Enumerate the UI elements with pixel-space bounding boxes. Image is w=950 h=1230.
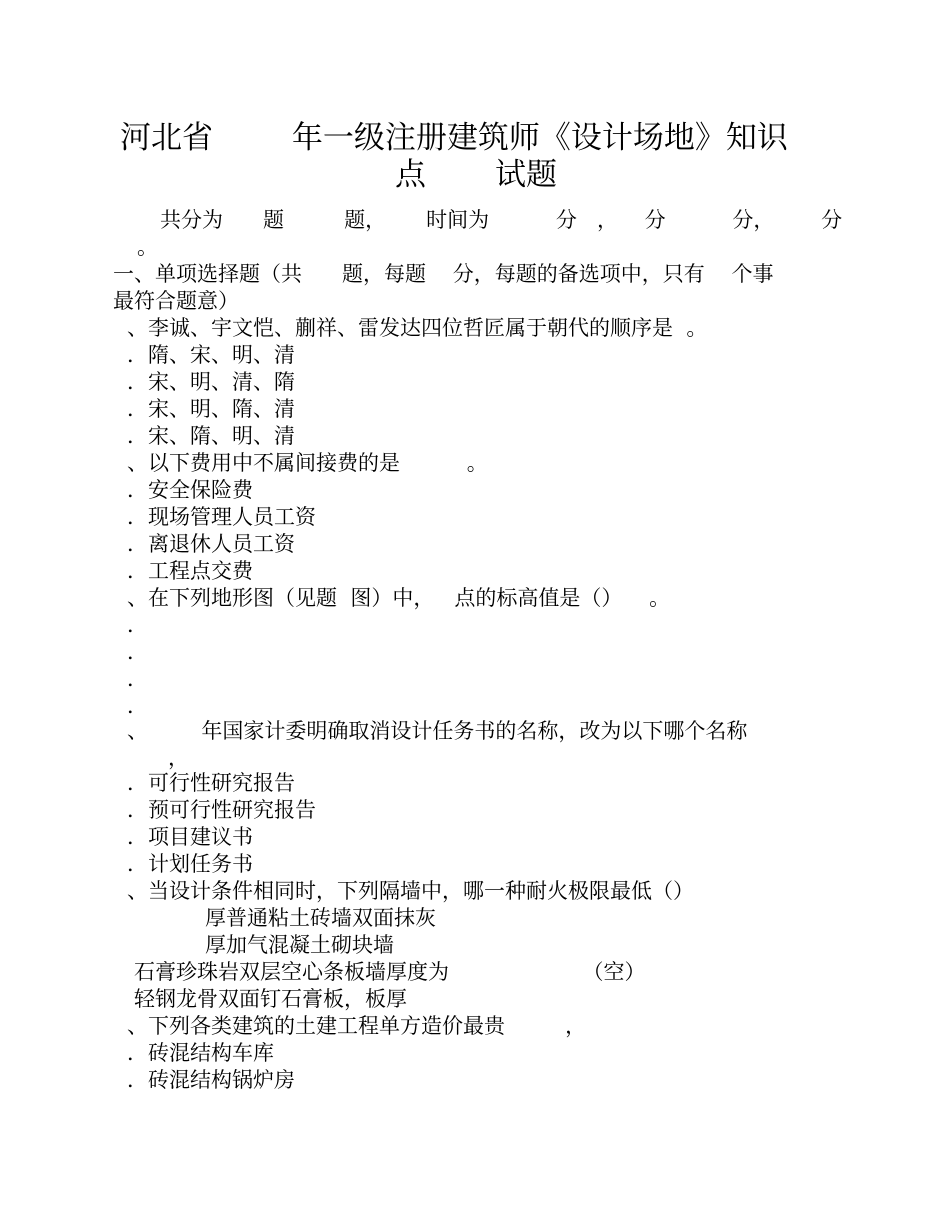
exam-info-tail: 。: [137, 235, 158, 259]
question-5-option-d: 轻钢龙骨双面钉石膏板，板厚: [134, 987, 407, 1011]
question-4-option-c: ．项目建议书: [127, 825, 253, 849]
question-5-option-b: 厚加气混凝土砌块墙: [205, 933, 394, 957]
question-1-option-b: ．宋、明、清、隋: [127, 370, 295, 394]
question-2-stem: 、以下费用中不属间接费的是 。: [127, 451, 488, 475]
document-title-line-1: 河北省 年一级注册建筑师《设计场地》知识: [120, 120, 788, 156]
question-5-stem: 、当设计条件相同时，下列隔墙中，哪一种耐火极限最低（）: [127, 879, 694, 903]
question-1-option-d: ．宋、隋、明、清: [127, 424, 295, 448]
question-2-option-d: ．工程点交费: [127, 559, 253, 583]
question-1-stem: 、李诚、宇文恺、蒯祥、雷发达四位哲匠属于朝代的顺序是 。: [127, 316, 708, 340]
question-2-option-b: ．现场管理人员工资: [127, 505, 316, 529]
question-6-option-a: ．砖混结构车库: [127, 1041, 274, 1065]
question-1-option-a: ．隋、宋、明、清: [127, 343, 295, 367]
section-heading-line-2: 最符合题意）: [113, 289, 239, 313]
question-4-option-d: ．计划任务书: [127, 852, 253, 876]
question-2-option-a: ．安全保险费: [127, 478, 253, 502]
question-5-option-c: 石膏珍珠岩双层空心条板墙厚度为 （空）: [134, 960, 646, 984]
question-4-stem: 、 年国家计委明确取消设计任务书的名称，改为以下哪个名称: [127, 719, 748, 743]
question-4-option-a: ．可行性研究报告: [127, 771, 295, 795]
exam-info: 共分为 题 题， 时间为 分 ， 分 分， 分: [160, 208, 843, 232]
question-6-stem: 、下列各类建筑的土建工程单方造价最贵 ，: [127, 1014, 587, 1038]
question-3-option-a: ．: [127, 613, 148, 637]
question-5-option-a: 厚普通粘土砖墙双面抹灰: [205, 906, 436, 930]
question-3-option-b: ．: [127, 640, 148, 664]
document-title-line-2: 点 试题: [395, 157, 557, 193]
question-2-option-c: ．离退休人员工资: [127, 532, 295, 556]
question-3-option-d: ．: [127, 694, 148, 718]
question-4-stem-tail: ，: [168, 746, 189, 770]
section-heading-line-1: 一、单项选择题（共 题，每题 分，每题的备选项中，只有 个事: [113, 262, 774, 286]
question-3-option-c: ．: [127, 667, 148, 691]
question-6-option-b: ．砖混结构锅炉房: [127, 1068, 295, 1092]
question-3-stem: 、在下列地形图（见题 图）中， 点的标高值是（） 。: [127, 586, 671, 610]
question-1-option-c: ．宋、明、隋、清: [127, 397, 295, 421]
question-4-option-b: ．预可行性研究报告: [127, 798, 316, 822]
